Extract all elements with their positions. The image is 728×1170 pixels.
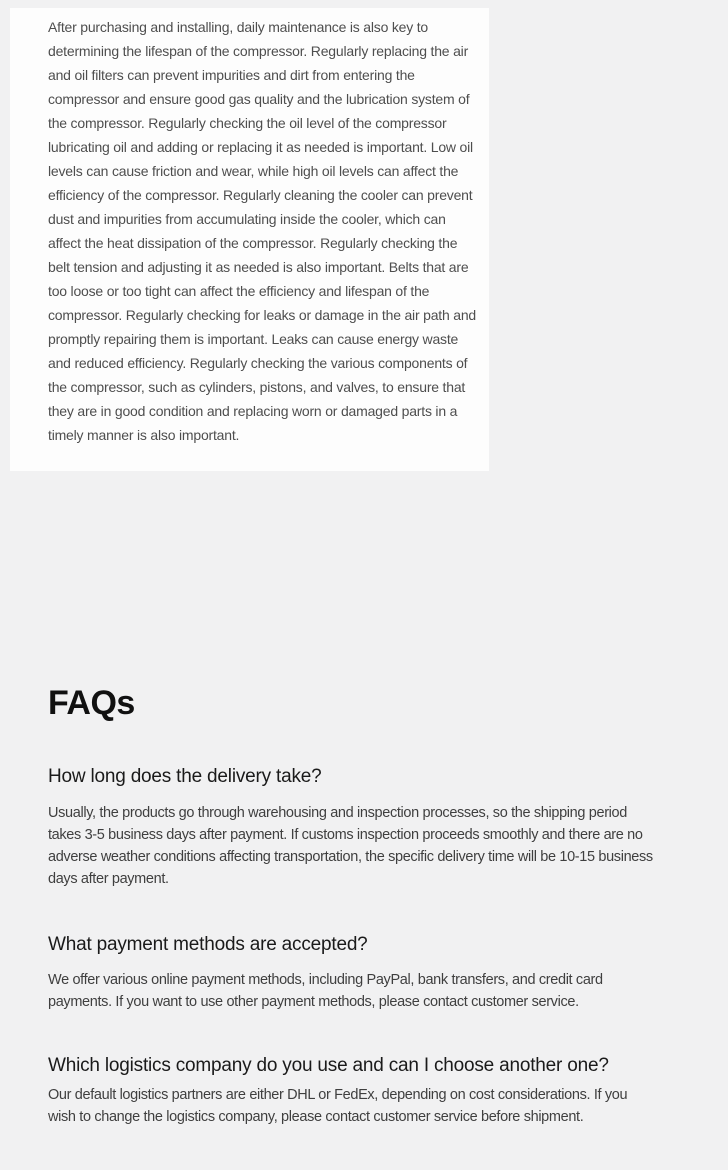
description-panel (10, 8, 489, 471)
faq-section (48, 686, 660, 1128)
faq-question-payment: What payment methods are accepted? (48, 934, 368, 955)
faq-question-logistics: Which logistics company do you use and can I choose another one? (48, 1055, 609, 1076)
faq-question-delivery: How long does the delivery take? (48, 766, 322, 787)
faq-answer-payment: We offer various online payment methods, including PayPal, bank transfers, and credit card payments. If you want to use other payment methods, please contact customer service. (48, 972, 603, 1010)
maintenance-description-text: After purchasing and installing, daily maintenance is also key to determining the lifespan of the compressor. Regularly replacing the air and oil filters can prevent impurities and dirt from entering the compressor and ensure good gas quality and the lubrication system of the compressor. Regularly checking the oil level of the compressor lubricating oil and adding or replacing it as needed is important. Low oil levels can cause friction and wear, while high oil levels can affect the efficiency of the compressor. Regularly cleaning the cooler can prevent dust and impurities from accumulating inside the cooler, which can affect the heat dissipation of the compressor. Regularly checking the belt tension and adjusting it as needed is also important. Belts that are too loose or too tight can affect the efficiency and lifespan of the compressor. Regularly checking for leaks or damage in the air path and promptly repairing them is important. Leaks can cause energy waste and reduced efficiency. Regularly checking the various components of the compressor, such as cylinders, pistons, and valves, to ensure that they are in good condition and replacing worn or damaged parts in a timely manner is also important. (48, 19, 477, 443)
faq-heading: FAQs (48, 684, 135, 722)
faq-answer-logistics: Our default logistics partners are either DHL or FedEx, depending on cost considerations. If you wish to change the logistics company, please contact customer service before shipment. (48, 1087, 628, 1125)
faq-answer-delivery: Usually, the products go through warehousing and inspection processes, so the shipping period takes 3-5 business days after payment. If customs inspection proceeds smoothly and there are no adverse weather conditions affecting transportation, the specific delivery time will be 10-15 business days after payment. (48, 805, 653, 887)
